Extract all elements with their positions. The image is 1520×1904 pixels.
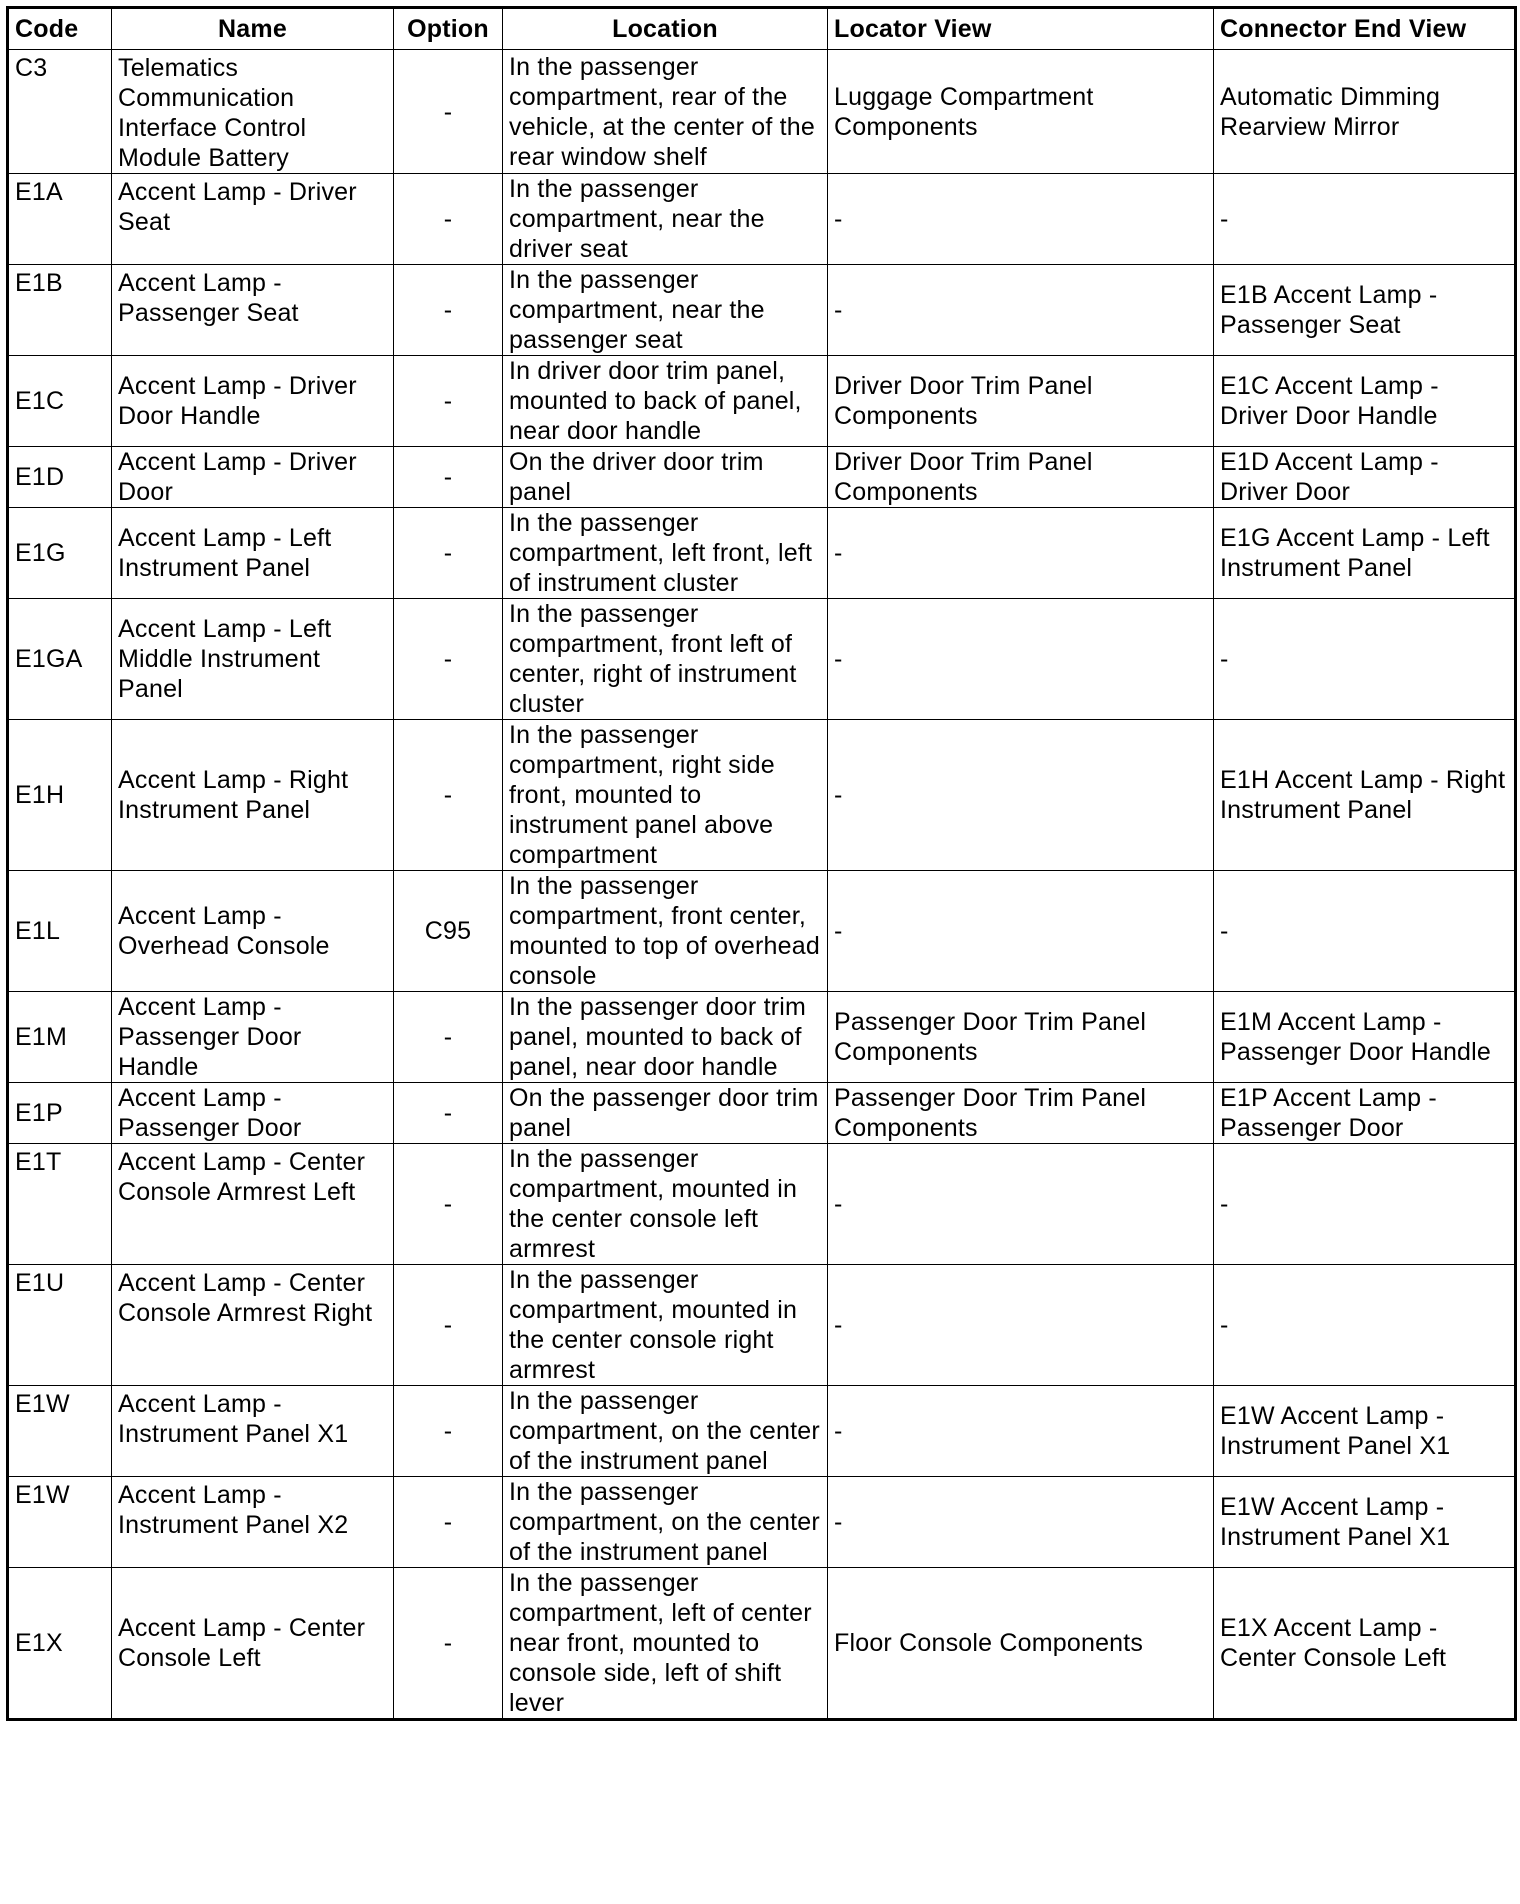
cell-location: In the passenger compartment, left front, left of instrument cluster — [503, 508, 828, 599]
cell-locator-view: - — [828, 508, 1214, 599]
cell-name: Accent Lamp - Instrument Panel X1 — [112, 1386, 394, 1477]
cell-option: - — [394, 1386, 503, 1477]
cell-locator-view: Driver Door Trim Panel Components — [828, 356, 1214, 447]
cell-name: Accent Lamp - Center Console Armrest Right — [112, 1265, 394, 1386]
cell-name: Accent Lamp - Passenger Door — [112, 1083, 394, 1144]
cell-option: - — [394, 720, 503, 871]
table-body — [8, 50, 1516, 1720]
cell-connector-end-view: E1H Accent Lamp - Right Instrument Panel — [1214, 720, 1516, 871]
cell-connector-end-view: E1D Accent Lamp - Driver Door — [1214, 447, 1516, 508]
connector-table — [6, 6, 1517, 1721]
table-row — [8, 1386, 1516, 1477]
table-row — [8, 1265, 1516, 1386]
cell-locator-view: Floor Console Components — [828, 1568, 1214, 1720]
cell-location: On the passenger door trim panel — [503, 1083, 828, 1144]
cell-location: In the passenger compartment, front left of center, right of instrument cluster — [503, 599, 828, 720]
table-row — [8, 50, 1516, 174]
cell-option: - — [394, 992, 503, 1083]
cell-name: Accent Lamp - Center Console Left — [112, 1568, 394, 1720]
table-row — [8, 720, 1516, 871]
cell-option: - — [394, 599, 503, 720]
cell-locator-view: - — [828, 1265, 1214, 1386]
cell-connector-end-view: - — [1214, 174, 1516, 265]
cell-option: - — [394, 1265, 503, 1386]
cell-name: Accent Lamp - Passenger Door Handle — [112, 992, 394, 1083]
cell-name: Accent Lamp - Right Instrument Panel — [112, 720, 394, 871]
cell-option: - — [394, 50, 503, 174]
cell-connector-end-view: E1X Accent Lamp - Center Console Left — [1214, 1568, 1516, 1720]
cell-locator-view: - — [828, 720, 1214, 871]
cell-name: Accent Lamp - Left Instrument Panel — [112, 508, 394, 599]
cell-locator-view: - — [828, 1386, 1214, 1477]
cell-locator-view: - — [828, 265, 1214, 356]
cell-code: E1P — [8, 1083, 112, 1144]
cell-location: In the passenger compartment, mounted in the center console right armrest — [503, 1265, 828, 1386]
cell-code: E1G — [8, 508, 112, 599]
cell-location: In the passenger compartment, near the passenger seat — [503, 265, 828, 356]
cell-code: E1W — [8, 1477, 112, 1568]
cell-option: - — [394, 447, 503, 508]
cell-code: E1L — [8, 871, 112, 992]
cell-name: Accent Lamp - Driver Door Handle — [112, 356, 394, 447]
cell-name: Accent Lamp - Overhead Console — [112, 871, 394, 992]
table-row — [8, 599, 1516, 720]
cell-connector-end-view: E1W Accent Lamp - Instrument Panel X1 — [1214, 1386, 1516, 1477]
cell-location: In driver door trim panel, mounted to back of panel, near door handle — [503, 356, 828, 447]
cell-name: Accent Lamp - Passenger Seat — [112, 265, 394, 356]
col-header-locator-view: Locator View — [828, 8, 1214, 50]
table-row — [8, 1477, 1516, 1568]
cell-location: In the passenger door trim panel, mounted to back of panel, near door handle — [503, 992, 828, 1083]
cell-connector-end-view: E1G Accent Lamp - Left Instrument Panel — [1214, 508, 1516, 599]
cell-locator-view: Driver Door Trim Panel Components — [828, 447, 1214, 508]
table-row — [8, 871, 1516, 992]
cell-option: - — [394, 1144, 503, 1265]
cell-location: In the passenger compartment, on the center of the instrument panel — [503, 1477, 828, 1568]
cell-code: E1B — [8, 265, 112, 356]
cell-option: - — [394, 174, 503, 265]
cell-option: - — [394, 1083, 503, 1144]
cell-locator-view: - — [828, 1144, 1214, 1265]
cell-code: E1GA — [8, 599, 112, 720]
cell-location: On the driver door trim panel — [503, 447, 828, 508]
cell-locator-view: Luggage Compartment Components — [828, 50, 1214, 174]
table-row — [8, 356, 1516, 447]
cell-code: E1H — [8, 720, 112, 871]
cell-option: C95 — [394, 871, 503, 992]
table-row — [8, 1568, 1516, 1720]
cell-locator-view: - — [828, 871, 1214, 992]
cell-name: Accent Lamp - Left Middle Instrument Panel — [112, 599, 394, 720]
cell-code: E1T — [8, 1144, 112, 1265]
cell-name: Telematics Communication Interface Control Module Battery — [112, 50, 394, 174]
table-header-row — [8, 8, 1516, 50]
cell-location: In the passenger compartment, right side front, mounted to instrument panel above compartment — [503, 720, 828, 871]
cell-connector-end-view: E1W Accent Lamp - Instrument Panel X1 — [1214, 1477, 1516, 1568]
cell-connector-end-view: E1P Accent Lamp - Passenger Door — [1214, 1083, 1516, 1144]
cell-code: E1X — [8, 1568, 112, 1720]
cell-code: E1M — [8, 992, 112, 1083]
cell-name: Accent Lamp - Driver Door — [112, 447, 394, 508]
cell-name: Accent Lamp - Driver Seat — [112, 174, 394, 265]
cell-code: C3 — [8, 50, 112, 174]
col-header-code: Code — [8, 8, 112, 50]
table-row — [8, 174, 1516, 265]
table-row — [8, 447, 1516, 508]
cell-option: - — [394, 356, 503, 447]
cell-location: In the passenger compartment, on the center of the instrument panel — [503, 1386, 828, 1477]
cell-connector-end-view: - — [1214, 599, 1516, 720]
cell-connector-end-view: - — [1214, 1144, 1516, 1265]
cell-code: E1C — [8, 356, 112, 447]
cell-locator-view: Passenger Door Trim Panel Components — [828, 992, 1214, 1083]
cell-connector-end-view: E1M Accent Lamp - Passenger Door Handle — [1214, 992, 1516, 1083]
col-header-option: Option — [394, 8, 503, 50]
cell-location: In the passenger compartment, near the driver seat — [503, 174, 828, 265]
cell-option: - — [394, 265, 503, 356]
col-header-connector-end-view: Connector End View — [1214, 8, 1516, 50]
cell-locator-view: - — [828, 174, 1214, 265]
cell-connector-end-view: - — [1214, 871, 1516, 992]
table-row — [8, 265, 1516, 356]
cell-code: E1A — [8, 174, 112, 265]
table-row — [8, 508, 1516, 599]
cell-locator-view: - — [828, 1477, 1214, 1568]
cell-connector-end-view: E1B Accent Lamp - Passenger Seat — [1214, 265, 1516, 356]
cell-option: - — [394, 508, 503, 599]
cell-option: - — [394, 1477, 503, 1568]
cell-connector-end-view: Automatic Dimming Rearview Mirror — [1214, 50, 1516, 174]
cell-code: E1W — [8, 1386, 112, 1477]
table-row — [8, 992, 1516, 1083]
cell-location: In the passenger compartment, rear of the vehicle, at the center of the rear window shelf — [503, 50, 828, 174]
table-row — [8, 1144, 1516, 1265]
cell-name: Accent Lamp - Center Console Armrest Left — [112, 1144, 394, 1265]
cell-locator-view: - — [828, 599, 1214, 720]
cell-name: Accent Lamp - Instrument Panel X2 — [112, 1477, 394, 1568]
table-row — [8, 1083, 1516, 1144]
cell-location: In the passenger compartment, mounted in the center console left armrest — [503, 1144, 828, 1265]
cell-locator-view: Passenger Door Trim Panel Components — [828, 1083, 1214, 1144]
cell-location: In the passenger compartment, front center, mounted to top of overhead console — [503, 871, 828, 992]
cell-location: In the passenger compartment, left of center near front, mounted to console side, left of shift lever — [503, 1568, 828, 1720]
col-header-location: Location — [503, 8, 828, 50]
cell-code: E1U — [8, 1265, 112, 1386]
cell-code: E1D — [8, 447, 112, 508]
col-header-name: Name — [112, 8, 394, 50]
cell-connector-end-view: - — [1214, 1265, 1516, 1386]
cell-option: - — [394, 1568, 503, 1720]
cell-connector-end-view: E1C Accent Lamp - Driver Door Handle — [1214, 356, 1516, 447]
